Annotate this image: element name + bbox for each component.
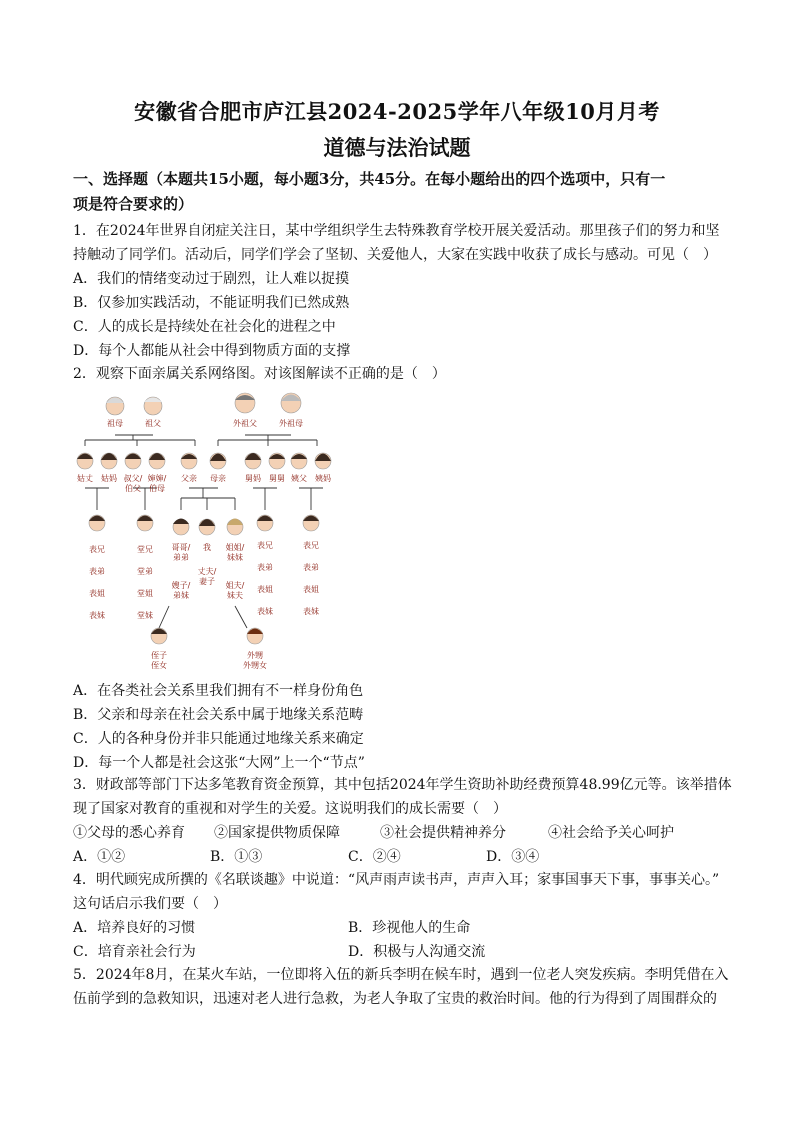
q5-stem-line2: 伍前学到的急救知识，迅速对老人进行急救，为老人争取了宝贵的救治时间。他的行为得到了周围群众的 bbox=[73, 991, 717, 1007]
q4-option-c: C．培育亲社会行为 bbox=[73, 944, 196, 960]
q3-option-d: D．③④ bbox=[486, 849, 540, 865]
label-nephew-alt: 外甥女 bbox=[243, 661, 267, 670]
label-me: 我 bbox=[203, 543, 211, 552]
q4-stem-line2: 这句话启示我们要（ ） bbox=[73, 896, 227, 912]
label-cousin-a4: 表妹 bbox=[89, 611, 105, 620]
q2-option-a: A．在各类社会关系里我们拥有不一样身份角色 bbox=[73, 683, 364, 699]
label-maternal-aunt2: 姨妈 bbox=[315, 474, 331, 483]
label-spouse: 丈夫/ bbox=[197, 567, 217, 576]
label-brother-in-law: 姐夫/ bbox=[225, 581, 245, 590]
q5-stem-line1: 5．2024年8月，在某火车站，一位即将入伍的新兵李明在候车时，遇到一位老人突发疾病。李明凭借在入 bbox=[73, 967, 729, 983]
label-cousin-c1: 表兄 bbox=[303, 541, 319, 550]
label-cousin-a3: 表姐 bbox=[89, 589, 105, 598]
label-cousin-b1: 表兄 bbox=[257, 541, 273, 550]
label-maternal-uncle: 舅舅 bbox=[269, 474, 285, 483]
q3-statement-2: ②国家提供物质保障 bbox=[214, 825, 340, 841]
label-cousin-a1: 表兄 bbox=[89, 545, 105, 554]
q1-option-b: B．仅参加实践活动，不能证明我们已然成熟 bbox=[73, 295, 350, 311]
label-tang1: 堂兄 bbox=[137, 545, 153, 554]
q3-statement-1: ①父母的悉心养育 bbox=[73, 825, 185, 841]
q4-stem-line1: 4．明代顾宪成所撰的《名联谈趣》中说道：“风声雨声读书声，声声入耳；家事国事天下事，事事关心。” bbox=[73, 872, 720, 888]
label-sister-alt: 妹妹 bbox=[227, 553, 243, 562]
q3-stem-line1: 3．财政部等部门下达多笔教育资金预算，其中包括2024年学生资助补助经费预算48.99亿元等。该举措体 bbox=[73, 777, 732, 793]
label-sister-in-law: 嫂子/ bbox=[171, 581, 191, 590]
label-mother: 母亲 bbox=[210, 474, 226, 483]
q2-stem: 2．观察下面亲属关系网络图。对该图解读不正确的是（ ） bbox=[73, 366, 446, 382]
q3-option-c: C．②④ bbox=[348, 849, 401, 865]
label-cousin-b3: 表姐 bbox=[257, 585, 273, 594]
label-maternal-aunt-husband: 姨父 bbox=[291, 474, 307, 483]
label-niece-alt: 侄女 bbox=[151, 661, 167, 670]
label-maternal-grandpa: 外祖父 bbox=[233, 419, 257, 428]
label-cousin-b4: 表妹 bbox=[257, 607, 273, 616]
q3-statement-4: ④社会给予关心呵护 bbox=[548, 825, 674, 841]
q1-stem-line2: 持触动了同学们。活动后，同学们学会了坚韧、关爱他人，大家在实践中收获了成长与感动。可见（ ） bbox=[73, 247, 717, 263]
label-cousin-c4: 表妹 bbox=[303, 607, 319, 616]
q2-option-d: D．每一个人都是社会这张“大网”上一个“节点” bbox=[73, 755, 365, 771]
label-nephew: 外甥 bbox=[247, 651, 263, 660]
label-sister: 姐姐/ bbox=[225, 543, 245, 552]
q1-option-c: C．人的成长是持续处在社会化的进程之中 bbox=[73, 319, 336, 335]
label-niece: 侄子 bbox=[151, 651, 167, 660]
label-grandpa: 祖父 bbox=[145, 419, 161, 428]
label-uncle: 叔父/ bbox=[123, 474, 143, 483]
q2-option-c: C．人的各种身份并非只能通过地缘关系来确定 bbox=[73, 731, 364, 747]
label-tang3: 堂姐 bbox=[137, 589, 153, 598]
q1-stem-line1: 1．在2024年世界自闭症关注日，某中学组织学生去特殊教育学校开展关爱活动。那里孩子们的努力和坚 bbox=[73, 223, 720, 239]
label-brother-in-law-alt: 妹夫 bbox=[227, 591, 243, 600]
label-father: 父亲 bbox=[181, 474, 197, 483]
q3-option-a: A．①② bbox=[73, 849, 126, 865]
label-maternal-aunt: 舅妈 bbox=[245, 474, 261, 483]
label-tang4: 堂妹 bbox=[137, 611, 153, 620]
label-brother-alt: 弟弟 bbox=[173, 553, 189, 562]
label-spouse-alt: 妻子 bbox=[199, 577, 215, 586]
q1-option-a: A．我们的情绪变动过于剧烈，让人难以捉摸 bbox=[73, 271, 350, 287]
label-uncle-wife: 婶婶/ bbox=[147, 474, 167, 483]
q2-option-b: B．父亲和母亲在社会关系中属于地缘关系范畴 bbox=[73, 707, 364, 723]
q3-stem-line2: 现了国家对教育的重视和对学生的关爱。这说明我们的成长需要（ ） bbox=[73, 801, 507, 817]
q4-option-d: D．积极与人沟通交流 bbox=[348, 944, 486, 960]
q4-option-a: A．培养良好的习惯 bbox=[73, 920, 196, 936]
label-cousin-c3: 表姐 bbox=[303, 585, 319, 594]
q4-option-b: B．珍视他人的生命 bbox=[348, 920, 471, 936]
q1-option-d: D．每个人都能从社会中得到物质方面的支撑 bbox=[73, 343, 351, 359]
q3-option-b: B．①③ bbox=[210, 849, 263, 865]
label-sister-in-law-alt: 弟妹 bbox=[173, 591, 189, 600]
label-cousin-b2: 表弟 bbox=[257, 563, 273, 572]
section-heading-line1: 一、选择题（本题共15小题，每小题3分，共45分。在每小题给出的四个选项中，只有一 bbox=[73, 170, 666, 188]
label-grandma: 祖母 bbox=[107, 419, 123, 428]
label-aunt-husband: 姑丈 bbox=[77, 474, 93, 483]
label-cousin-a2: 表弟 bbox=[89, 567, 105, 576]
label-uncle-wife-alt: 伯母 bbox=[149, 484, 165, 493]
label-brother: 哥哥/ bbox=[171, 543, 191, 552]
label-maternal-grandma: 外祖母 bbox=[279, 419, 303, 428]
q3-statement-3: ③社会提供精神养分 bbox=[380, 825, 506, 841]
label-aunt: 姑妈 bbox=[101, 474, 117, 483]
family-relationship-diagram bbox=[73, 388, 343, 678]
page-subtitle: 道德与法治试题 bbox=[323, 135, 471, 160]
label-tang2: 堂弟 bbox=[137, 567, 153, 576]
label-uncle-alt: 伯父 bbox=[125, 484, 141, 493]
page-title: 安徽省合肥市庐江县2024-2025学年八年级10月月考 bbox=[134, 99, 660, 124]
label-cousin-c2: 表弟 bbox=[303, 563, 319, 572]
section-heading-line2: 项是符合要求的） bbox=[73, 195, 194, 213]
